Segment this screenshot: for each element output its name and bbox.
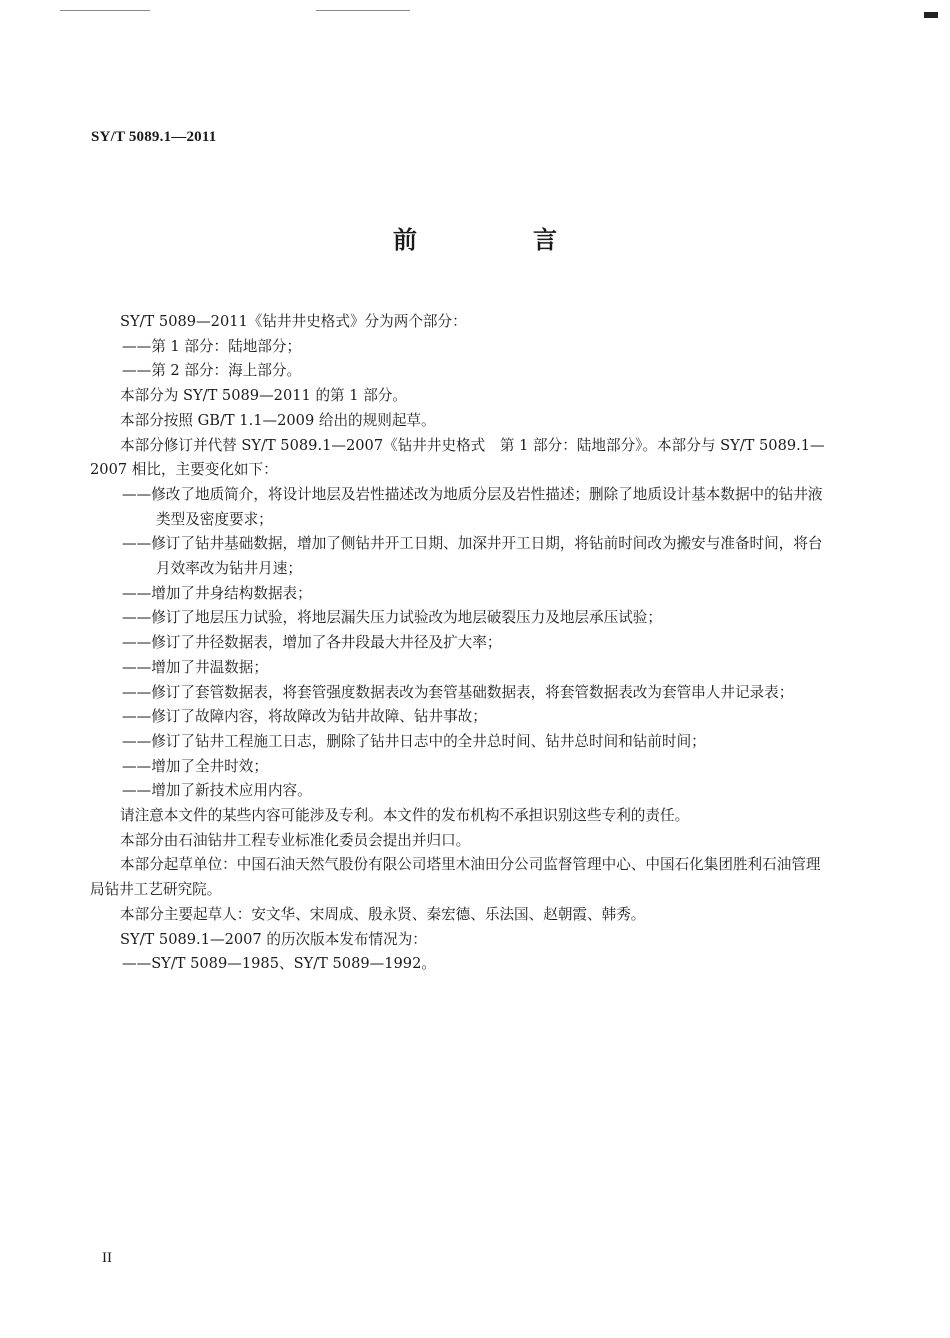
list-item: ——修改了地质简介，将设计地层及岩性描述改为地质分层及岩性描述；删除了地质设计基本数据中的钻井液类型及密度要求； bbox=[122, 485, 823, 528]
list-item: ——增加了井温数据； bbox=[122, 658, 268, 676]
paragraph: SY/T 5089.1—2007 的历次版本发布情况为： bbox=[120, 930, 427, 948]
page-title: 前 言 bbox=[393, 226, 603, 254]
list-item: ——修订了故障内容，将故障改为钻井故障、钻井事故； bbox=[122, 708, 487, 726]
paragraph: 本部分由石油钻井工程专业标准化委员会提出并归口。 bbox=[120, 831, 471, 849]
paragraph: 请注意本文件的某些内容可能涉及专利。本文件的发布机构不承担识别这些专利的责任。 bbox=[120, 807, 690, 825]
scan-line bbox=[316, 10, 410, 11]
paragraph: 本部分修订并代替 SY/T 5089.1—2007《钻井井史格式 第 1 部分：陆地部分》。本部分与 SY/T 5089.1—2007 相比，主要变化如下： bbox=[90, 436, 825, 479]
list-item: ——增加了井身结构数据表； bbox=[122, 584, 312, 602]
list-item: ——修订了钻井基础数据，增加了侧钻井开工日期、加深井开工日期，将钻前时间改为搬安与准备时间，将台月效率改为钻井月速； bbox=[122, 535, 823, 578]
paragraph: 本部分按照 GB/T 1.1—2009 给出的规则起草。 bbox=[120, 411, 436, 429]
list-item: ——第 1 部分：陆地部分； bbox=[122, 337, 302, 355]
list-item: ——SY/T 5089—1985、SY/T 5089—1992。 bbox=[122, 955, 436, 973]
standard-code: SY/T 5089.1—2011 bbox=[91, 129, 217, 145]
list-item: ——修订了井径数据表，增加了各井段最大井径及扩大率； bbox=[122, 634, 502, 652]
list-item: ——修订了套管数据表，将套管强度数据表改为套管基础数据表，将套管数据表改为套管串人井记录表； bbox=[122, 683, 794, 701]
paragraph: 本部分为 SY/T 5089—2011 的第 1 部分。 bbox=[120, 387, 407, 405]
page-number: II bbox=[102, 1250, 112, 1266]
list-item: ——增加了新技术应用内容。 bbox=[122, 782, 312, 800]
list-item: ——第 2 部分：海上部分。 bbox=[122, 362, 302, 380]
corner-mark bbox=[924, 12, 938, 18]
paragraph: SY/T 5089—2011《钻井井史格式》分为两个部分： bbox=[120, 313, 467, 330]
list-item: ——修订了钻井工程施工日志，删除了钻井日志中的全井总时间、钻井总时间和钻前时间； bbox=[122, 732, 706, 750]
list-item: ——修订了地层压力试验，将地层漏失压力试验改为地层破裂压力及地层承压试验； bbox=[122, 609, 662, 627]
paragraph: 本部分起草单位：中国石油天然气股份有限公司塔里木油田分公司监督管理中心、中国石化集团胜利石油管理局钻井工艺研究院。 bbox=[90, 856, 821, 899]
foreword-body bbox=[90, 310, 832, 977]
scan-line bbox=[60, 10, 150, 11]
paragraph: 本部分主要起草人：安文华、宋周成、殷永贤、秦宏德、乐法国、赵朝霞、韩秀。 bbox=[120, 905, 646, 923]
list-item: ——增加了全井时效； bbox=[122, 757, 268, 775]
